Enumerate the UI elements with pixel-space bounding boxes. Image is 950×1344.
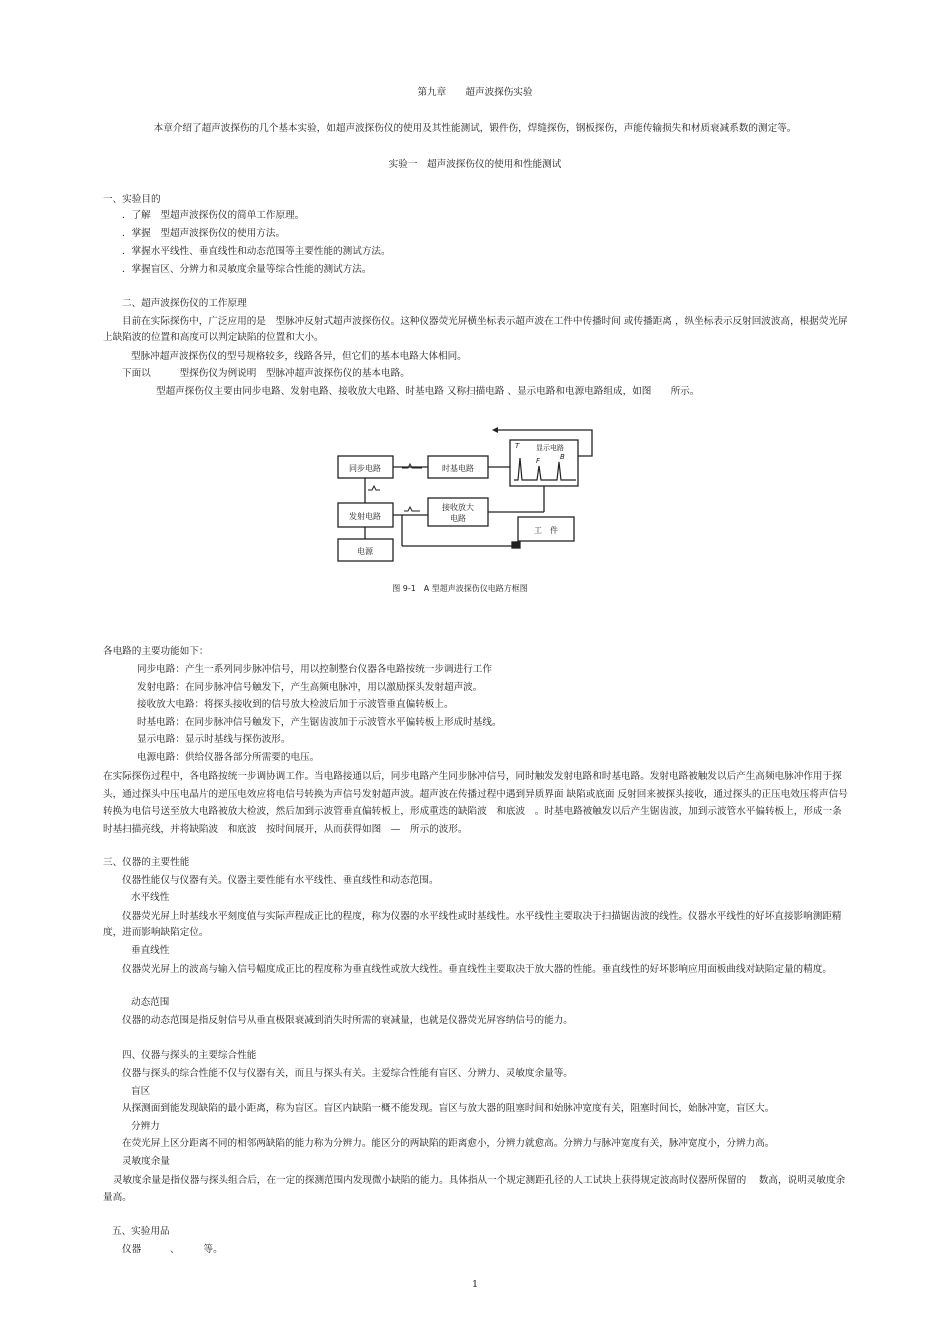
label-F: F	[536, 457, 541, 465]
function-item: 接收放大电路：将探头接收到的信号放大检波后加于示波管垂直偏转板上。	[137, 699, 454, 710]
section-2-paragraph: 下面以 型探伤仪为例说明 型脉冲超声波探伤仪的基本电路。	[122, 368, 410, 379]
vertical-linearity-heading: 垂直线性	[131, 945, 170, 956]
blind-zone-paragraph: 从探测面到能发现缺陷的最小距离，称为盲区。盲区内缺陷一概不能发现。盲区与放大器的阻塞时间和始脉冲宽度有关，阻塞时间长，始脉冲宽，盲区大。	[122, 1103, 775, 1114]
chapter-intro: 本章介绍了超声波探伤的几个基本实验，如超声波探伤仪的使用及其性能测试，锻件伤，焊缝探伤，钢板探伤，声能传输损失和材质衰减系数的测定等。	[153, 123, 797, 134]
timebase-circuit-label: 时基电路	[442, 464, 474, 473]
equipment-line: 仪器 、 等。	[122, 1244, 223, 1255]
function-item: 时基电路：在同步脉冲信号触发下，产生锯齿波加于示波管水平偏转板上形成时基线。	[137, 717, 502, 728]
sensitivity-margin-paragraph: 灵敏度余量是指仪器与探头组合后，在一定的探测范围内发现微小缺陷的能力。具体指从一个规定测距孔径的人工试块上获得规定波高时仪器所保留的 数高，说明灵敏度余量高。	[103, 1175, 846, 1203]
receive-amplifier-label: 接收放大	[442, 503, 474, 512]
label-T: T	[515, 442, 520, 450]
horizontal-linearity-paragraph: 仪器荧光屏上时基线水平刻度值与实际声程成正比的程度，称为仪器的水平线性或时基线性。水平线性主要取决于扫描锯齿波的线性。仪器水平线性的好坏直接影响测距精度，进而影响缺陷定位。	[103, 911, 842, 938]
page-number: 1	[471, 1279, 479, 1290]
circuit-block-diagram	[332, 426, 622, 601]
section-4-paragraph: 仪器与探头的综合性能不仅与仪器有关，而且与探头有关。主爱综合性能有盲区、分辨力、灵敏度余量等。	[122, 1068, 573, 1079]
resolution-heading: 分辨力	[131, 1121, 160, 1132]
label-B: B	[560, 453, 565, 461]
objective-item: ．掌握盲区、分辨力和灵敏度余量等综合性能的测试方法。	[122, 264, 372, 275]
section-4-heading: 四、仪器与探头的主要综合性能	[122, 1050, 257, 1061]
section-2-paragraph: 目前在实际探伤中，广泛应用的是 型脉冲反射式超声波探伤仪。这种仪器荧光屏横坐标表示超声波在工件中传播时间 或传播距离 ，纵坐标表示反射回波波高，根据荧光屏上缺陷波的位置和高度可以判定缺陷的位置和大小。	[103, 316, 848, 343]
function-item: 同步电路：产生一系列同步脉冲信号，用以控制整台仪器各电路按统一步调进行工作	[137, 664, 492, 675]
function-item: 发射电路：在同步脉冲信号触发下，产生高频电脉冲，用以激励探头发射超声波。	[137, 682, 483, 693]
objective-item: ．掌握水平线性、垂直线性和动态范围等主要性能的测试方法。	[122, 246, 391, 257]
chapter-title: 第九章 超声波探伤实验	[417, 87, 533, 98]
figure-caption: 图 9-1 A 型超声波探伤仪电路方框图	[392, 584, 528, 593]
section-5-heading: 五、实验用品	[112, 1226, 170, 1237]
dynamic-range-paragraph: 仪器的动态范围是指反射信号从垂直极限衰减到消失时所需的衰减量，也就是仪器荧光屏容纳信号的能力。	[122, 1015, 573, 1026]
section-1-heading: 一、实验目的	[103, 194, 161, 205]
sync-circuit-label: 同步电路	[349, 464, 381, 473]
section-2-heading: 二、超声波探伤仪的工作原理	[122, 298, 247, 309]
objective-item: ．掌握 型超声波探伤仪的使用方法。	[122, 228, 286, 239]
workpiece-label: 工 件	[534, 526, 558, 535]
receive-amplifier-label: 电路	[450, 514, 466, 523]
section-2-paragraph: 型超声探伤仪主要由同步电路、发射电路、接收放大电路、时基电路 又称扫描电路 、显示电路和电源电路组成，如图 所示。	[156, 386, 700, 397]
section-3-paragraph: 仪器性能仅与仪器有关。仪器主要性能有水平线性、垂直线性和动态范围。	[122, 875, 439, 886]
sensitivity-margin-heading: 灵敏度余量	[122, 1156, 170, 1167]
dynamic-range-heading: 动态范围	[131, 997, 170, 1008]
functions-heading: 各电路的主要功能如下：	[103, 646, 209, 657]
vertical-linearity-paragraph: 仪器荧光屏上的波高与输入信号幅度成正比的程度称为垂直线性或放大线性。垂直线性主要取决于放大器的性能。垂直线性的好坏影响应用面板曲线对缺陷定量的精度。	[122, 964, 832, 975]
objective-item: ．了解 型超声波探伤仪的简单工作原理。	[122, 210, 305, 221]
experiment-title: 实验一 超声波探伤仪的使用和性能测试	[388, 159, 562, 170]
function-item: 显示电路：显示时基线与探伤波形。	[137, 734, 291, 745]
power-supply-label: 电源	[357, 547, 373, 556]
horizontal-linearity-heading: 水平线性	[131, 892, 170, 903]
section-2-paragraph: 型脉冲超声波探伤仪的型号规格较多，线路各异，但它们的基本电路大体相同。	[131, 351, 467, 362]
function-item: 电源电路：供给仪器各部分所需要的电压。	[137, 752, 320, 763]
blind-zone-heading: 盲区	[131, 1086, 151, 1097]
display-circuit-label: 显示电路	[536, 444, 564, 452]
functions-paragraph: 在实际探伤过程中，各电路按统一步调协调工作。当电路接通以后，同步电路产生同步脉冲信号，同时触发发射电路和时基电路。发射电路被触发以后产生高频电脉冲作用于探头，通过探头中压电晶片的逆压电效应将电信号转换为声信号发射超声波。超声波在传播过程中遇到异质界面 缺陷或底面 反射回来被探头接收，通过探头的正压电效压将声信号转换为电信号送至放大电路被放大检波，然后加到示波管垂直偏转板上，形成重迭的缺陷波 和底波 。时基电路被触发以后产生锯齿波，加到示波管水平偏转板上，形成一条时基扫描亮线，并将缺陷波 和底波 按时间展开，从而获得如图 — 所示的波形。	[103, 771, 848, 835]
section-3-heading: 三、仪器的主要性能	[103, 857, 190, 868]
resolution-paragraph: 在荧光屏上区分距离不同的相邻两缺陷的能力称为分辨力。能区分的两缺陷的距离愈小，分辨力就愈高。分辨力与脉冲宽度有关，脉冲宽度小，分辨力高。	[122, 1138, 775, 1149]
transmit-circuit-label: 发射电路	[349, 512, 381, 521]
